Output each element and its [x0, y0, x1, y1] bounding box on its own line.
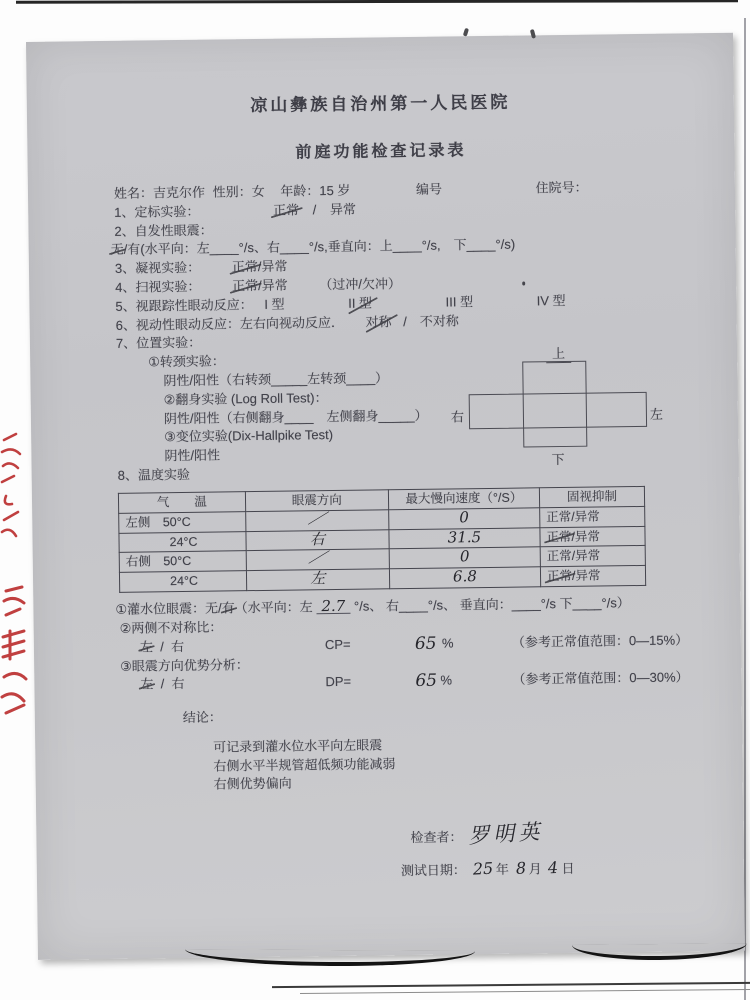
- diagram-up-label: 上: [546, 343, 571, 363]
- cell-direction: ／: [245, 510, 388, 532]
- item7-neck-turn: ①转颈实验：: [148, 353, 225, 370]
- cell-temp: 24°C: [119, 571, 246, 592]
- water-rest: °/s、 右____°/s、 垂直向：____°/s 下____°/s）: [353, 595, 630, 614]
- scan-right-edge-line: [744, 18, 746, 1000]
- examiner-signature: 罗明英: [467, 818, 545, 848]
- cell-speed: 0: [389, 508, 540, 530]
- diagram-horizontal-rect: [469, 392, 647, 429]
- hospital-title: 凉山彝族自治州第一人民医院: [250, 92, 511, 116]
- cp-label: CP=: [324, 636, 351, 652]
- staple-mark: [530, 29, 536, 39]
- conclusion-line-3: 右侧优势偏向: [213, 775, 292, 792]
- header-max-slow-velocity: 最大慢向速度（°/S）: [388, 488, 539, 510]
- staple-mark: [463, 28, 469, 37]
- cp-right: 右: [170, 638, 185, 654]
- item2-none-selected: 无: [111, 241, 124, 260]
- item5-type1: I 型: [264, 296, 285, 312]
- dp-label-line: ③眼震方向优势分析：: [120, 656, 249, 674]
- asymmetry-label: ②两侧不对称比：: [119, 619, 223, 636]
- header-fixation-suppression: 固视抑制: [539, 486, 644, 507]
- cp-slash: /: [160, 638, 164, 654]
- scanned-document-page: [26, 33, 745, 960]
- item5-type3: III 型: [445, 293, 474, 310]
- scan-bottom-shadow: [185, 949, 475, 967]
- item4-normal-selected: 正常: [232, 277, 258, 296]
- date-day-value: 4: [547, 858, 559, 878]
- item6-label: 6、视动性眼动反应：左右向视动反应．: [115, 314, 345, 333]
- item1-abnormal: 异常: [329, 201, 357, 217]
- examiner-line: [122, 818, 715, 852]
- conclusion-line-2: 右侧水平半规管超低频功能减弱: [213, 755, 396, 774]
- scan-top-edge-line: [16, 0, 738, 4]
- diagram-right-label: 右: [450, 409, 465, 425]
- item7-label: 7、位置实验：: [115, 335, 202, 352]
- item3-abnormal: /异常: [257, 258, 288, 275]
- age-label: 年龄：: [280, 183, 320, 199]
- diagram-down-label: 下: [551, 451, 565, 468]
- ink-speck: [523, 281, 526, 285]
- dp-reference-range: （参考正常值范围：0—30%）: [512, 669, 689, 688]
- day-suffix: 日: [561, 861, 575, 877]
- cell-direction: ／: [246, 549, 389, 571]
- item7-dix-hallpike-result: 阴性/阳性: [164, 447, 221, 464]
- examiner-label: 检查者：: [410, 828, 463, 845]
- item6-symmetric-selected: 对称: [365, 313, 391, 332]
- dp-unit: %: [440, 672, 453, 688]
- dp-left-selected: 左: [140, 676, 153, 695]
- red-margin-annotation-1: [0, 432, 26, 542]
- cell-direction: 右: [246, 529, 389, 551]
- header-temperature: 气 温: [118, 491, 245, 513]
- position-cross-diagram: [450, 346, 664, 471]
- conclusion-text: [121, 732, 715, 795]
- dp-value: 65: [415, 671, 438, 692]
- year-suffix: 年: [495, 862, 509, 878]
- water-left-value: 2.7: [316, 600, 350, 614]
- form-title: 前庭功能检查记录表: [295, 142, 467, 162]
- cp-left-selected: 左: [140, 638, 153, 657]
- test-date-line: [123, 857, 716, 885]
- item6-asymmetric: / 不对称: [403, 312, 459, 329]
- date-label: 测试日期：: [400, 862, 466, 879]
- gender-label: 性别：: [212, 184, 252, 200]
- patient-age: 15 岁: [319, 182, 351, 199]
- item2-detail: /有(水平向：左____°/s、右____°/s,垂直向：上____°/s, 下____°/s): [123, 237, 516, 258]
- cell-temp: 左侧 50°C: [119, 511, 246, 532]
- item4-abnormal: /异常: [257, 277, 288, 293]
- red-margin-annotation-2: [0, 585, 30, 720]
- cell-direction: 左: [246, 569, 389, 591]
- patient-gender: 女: [251, 183, 265, 200]
- item4-overshoot-options: （过冲/欠冲）: [319, 276, 402, 293]
- item5-label: 5、视跟踪性眼动反应：: [115, 296, 253, 314]
- cell-temp: 右侧 50°C: [119, 551, 246, 572]
- cell-suppression: 正常/异常: [540, 546, 645, 567]
- cell-speed: 31.5: [389, 527, 540, 549]
- month-suffix: 月: [528, 861, 542, 877]
- cell-suppression: 正常/异常: [540, 506, 645, 527]
- item1-label: 1、定标实验：: [114, 203, 200, 220]
- item4-label: 4、扫视实验：: [115, 278, 201, 295]
- diagram-left-label: 左: [649, 406, 664, 422]
- number-label: 编号: [415, 181, 443, 197]
- water-mid: （水平向：左: [234, 599, 313, 616]
- item1-normal-selected: 正常: [273, 201, 299, 220]
- scan-bottom-edge-line: [272, 982, 750, 988]
- item7-log-roll-detail: 阴性/阳性（右侧翻身____ 左侧翻身_____）: [163, 407, 428, 426]
- patient-name: 吉克尔作: [152, 184, 206, 201]
- dp-right: 右: [171, 676, 185, 692]
- scan-bottom-edge-line: [300, 989, 750, 994]
- item1-slash: /: [312, 202, 317, 218]
- dp-slash: /: [160, 676, 165, 692]
- scan-bottom-shadow: [572, 943, 747, 961]
- date-month-value: 8: [515, 858, 527, 879]
- water-has-selected: 有: [222, 599, 235, 618]
- date-year-value: 25: [472, 859, 494, 879]
- cp-unit: %: [441, 634, 454, 651]
- item7-log-roll: ②翻身实验 (Log Roll Test)：: [163, 389, 328, 407]
- cell-suppression: 正常/异常: [540, 566, 645, 587]
- cell-speed: 0: [389, 547, 540, 569]
- cell-suppression: 正常/异常: [540, 526, 645, 547]
- item-caloric-test: 8、温度实验: [117, 466, 191, 483]
- cp-value: 65: [414, 633, 437, 654]
- item3-normal-selected: 正常: [232, 258, 258, 277]
- name-label: 姓名：: [113, 185, 154, 201]
- water-label: ①灌水位眼震：无/: [115, 600, 222, 617]
- admission-number-label: 住院号：: [535, 179, 588, 196]
- item7-neck-turn-detail: 阴性/阳性（右转颈_____左转颈____）: [163, 370, 389, 389]
- dp-label: DP=: [325, 674, 352, 690]
- item7-dix-hallpike: ③变位实验(Dix-Hallpike Test): [164, 427, 334, 445]
- cell-speed: 6.8: [389, 567, 540, 589]
- conclusion-label: 结论：: [182, 709, 222, 726]
- item2-label: 2、自发性眼震：: [114, 222, 213, 239]
- cp-reference-range: （参考正常值范围：0—15%）: [511, 631, 689, 650]
- item5-type2-selected: II 型: [348, 294, 372, 313]
- header-nystagmus-direction: 眼震方向: [245, 490, 388, 512]
- cell-temp: 24°C: [119, 531, 246, 552]
- item5-type4: IV 型: [536, 292, 566, 309]
- item3-label: 3、凝视实验：: [114, 259, 201, 277]
- conclusion-line-1: 可记录到灌水位水平向左眼震: [213, 737, 383, 755]
- caloric-test-table: [118, 486, 646, 593]
